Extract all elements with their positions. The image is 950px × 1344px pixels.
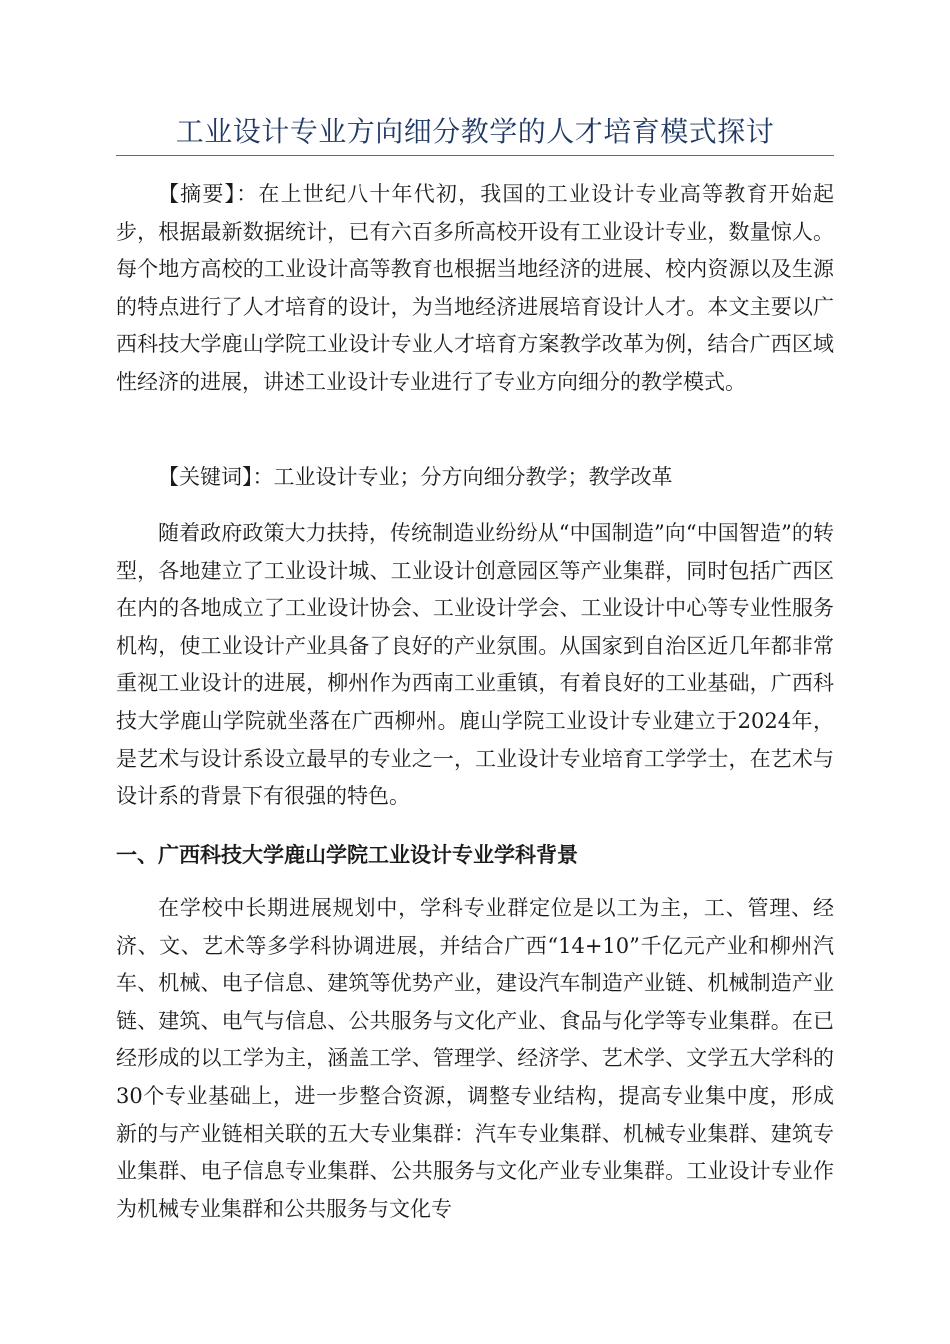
document-title: 工业设计专业方向细分教学的人才培育模式探讨: [175, 115, 775, 148]
keywords-paragraph: 【关键词】：工业设计专业；分方向细分教学；教学改革: [158, 465, 673, 489]
abstract-paragraph: 【摘要】：在上世纪八十年代初，我国的工业设计专业高等教育开始起步，根据最新数据统计，已有六百多所高校开设有工业设计专业，数量惊人。每个地方高校的工业设计高等教育也根据当地经济的进展、校内资源以及生源的特点进行了人才培育的设计，为当地经济进展培育设计人才。本文主要以广西科技大学鹿山学院工业设计专业人才培育方案教学改革为例，结合广西区域性经济的进展，讲述工业设计专业进行了专业方向细分的教学模式。: [116, 182, 834, 394]
section-heading: 一、广西科技大学鹿山学院工业设计专业学科背景: [116, 843, 578, 867]
title-underline: [116, 155, 834, 156]
section-body-paragraph: 在学校中长期进展规划中，学科专业群定位是以工为主，工、管理、经济、文、艺术等多学科协调进展，并结合广西“14+10”千亿元产业和柳州汽车、机械、电子信息、建筑等优势产业，建设汽车制造产业链、机械制造产业链、建筑、电气与信息、公共服务与文化产业、食品与化学等专业集群。在已经形成的以工学为主，涵盖工学、管理学、经济学、艺术学、文学五大学科的30个专业基础上，进一步整合资源，调整专业结构，提高专业集中度，形成新的与产业链相关联的五大专业集群：汽车专业集群、机械专业集群、建筑专业集群、电子信息专业集群、公共服务与文化产业专业集群。工业设计专业作为机械专业集群和公共服务与文化专: [116, 896, 834, 1221]
intro-paragraph: 随着政府政策大力扶持，传统制造业纷纷从“中国制造”向“中国智造”的转型，各地建立了工业设计城、工业设计创意园区等产业集群，同时包括广西区在内的各地成立了工业设计协会、工业设计学会、工业设计中心等专业性服务机构，使工业设计产业具备了良好的产业氛围。从国家到自治区近几年都非常重视工业设计的进展，柳州作为西南工业重镇，有着良好的工业基础，广西科技大学鹿山学院就坐落在广西柳州。鹿山学院工业设计专业建立于2024年，是艺术与设计系设立最早的专业之一，工业设计专业培育工学学士，在艺术与设计系的背景下有很强的特色。: [116, 521, 834, 809]
